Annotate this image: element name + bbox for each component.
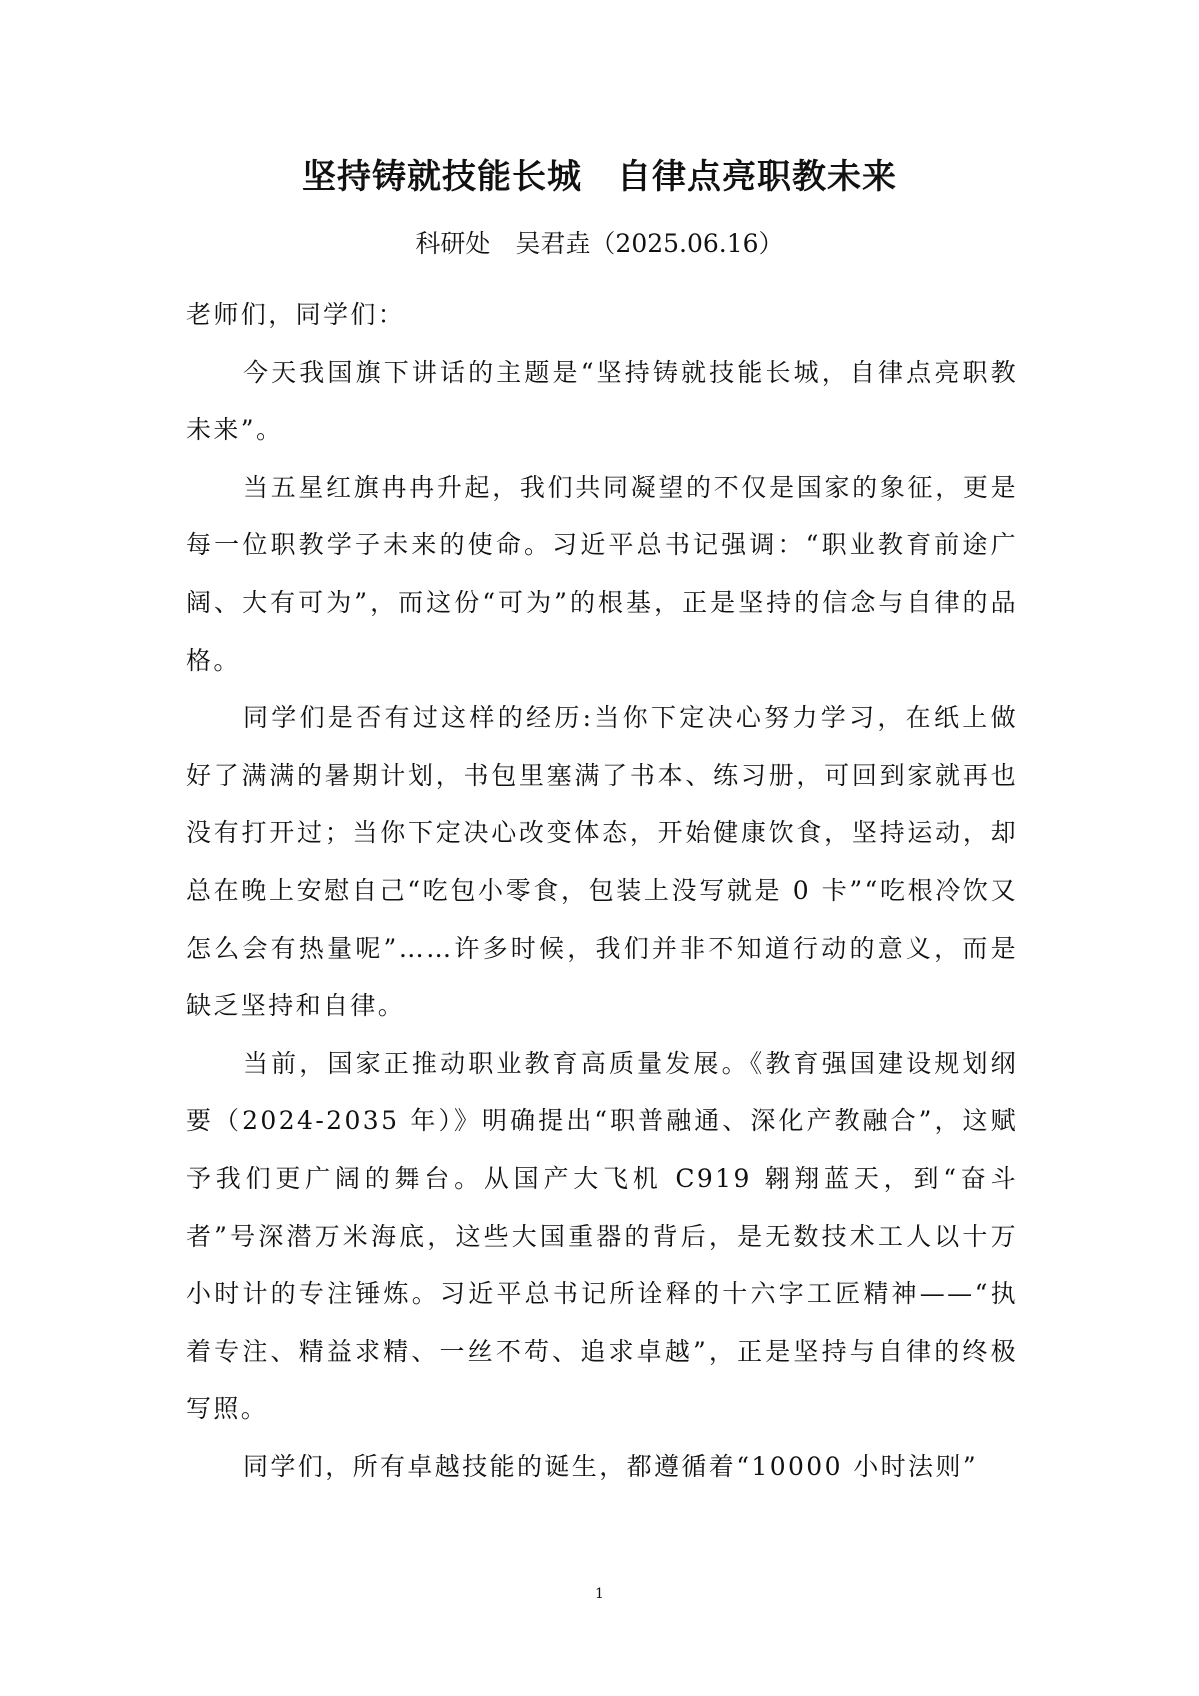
paragraph: 今天我国旗下讲话的主题是“坚持铸就技能长城，自律点亮职教未来”。 bbox=[186, 357, 1018, 445]
paragraph: 当五星红旗冉冉升起，我们共同凝望的不仅是国家的象征，更是每一位职教学子未来的使命。习近平总书记强调：“职业教育前途广阔、大有可为”，而这份“可为”的根基，正是坚持的信念与自律的品格。 bbox=[186, 472, 1018, 675]
document-byline: 科研处 吴君垚（2025.06.16） bbox=[415, 229, 784, 258]
paragraph: 同学们，所有卓越技能的诞生，都遵循着“10000 小时法则” bbox=[243, 1451, 979, 1481]
page-number: 1 bbox=[595, 1586, 604, 1602]
paragraph: 同学们是否有过这样的经历:当你下定决心努力学习，在纸上做好了满满的暑期计划，书包里塞满了书本、练习册，可回到家就再也没有打开过；当你下定决心改变体态，开始健康饮食，坚持运动，却总在晚上安慰自己“吃包小零食，包装上没写就是 0 卡”“吃根冷饮又怎么会有热量呢”……许多时候，我们并非不知道行动的意义，而是缺乏坚持和自律。 bbox=[186, 703, 1018, 1021]
salutation: 老师们，同学们： bbox=[186, 300, 406, 329]
document-title: 坚持铸就技能长城 自律点亮职教未来 bbox=[302, 157, 897, 197]
document-body bbox=[186, 286, 1018, 1495]
paragraph: 当前，国家正推动职业教育高质量发展。《教育强国建设规划纲要（2024-2035 年）》明确提出“职普融通、深化产教融合”，这赋予我们更广阔的舞台。从国产大飞机 C919 翱翔蓝天，到“奋斗者”号深潜万米海底，这些大国重器的背后，是无数技术工人以十万小时计的专注锤炼。习近平总书记所诠释的十六字工匠精神——“执着专注、精益求精、一丝不苟、追求卓越”，正是坚持与自律的终极写照。 bbox=[186, 1048, 1018, 1424]
